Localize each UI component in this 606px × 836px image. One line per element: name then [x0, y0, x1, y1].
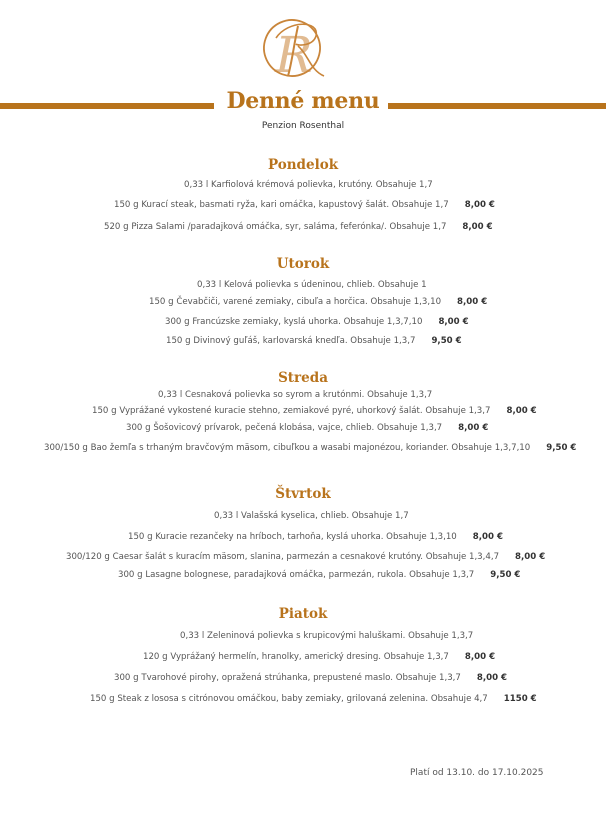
item-price: 9,50 € — [546, 443, 577, 453]
day-heading-pondelok: Pondelok — [267, 157, 339, 173]
day-heading-streda: Streda — [278, 370, 328, 386]
item-text: 0,33 l Valašská kyselica, chlieb. Obsahuje 1,7 — [214, 511, 409, 521]
menu-item — [92, 406, 537, 416]
item-price: 1150 € — [503, 694, 537, 704]
menu-item — [104, 222, 493, 232]
item-text: 300 g Lasagne bolognese, paradajková omáčka, parmezán, rukola. Obsahuje 1,3,7 — [118, 570, 475, 580]
item-price: 8,00 € — [506, 406, 537, 416]
day-heading-piatok: Piatok — [278, 606, 328, 622]
item-text: 150 g Kuracie rezančeky na hríboch, tarhoňa, kyslá uhorka. Obsahuje 1,3,10 — [128, 532, 457, 542]
menu-item — [158, 390, 432, 400]
item-text: 150 g Divinový guľáš, karlovarská knedľa. Obsahuje 1,3,7 — [166, 336, 416, 346]
menu-item — [143, 652, 495, 662]
menu-item — [180, 631, 473, 641]
day-heading-stvrtok: Štvrtok — [275, 486, 331, 502]
item-text: 0,33 l Zeleninová polievka s krupicovými haluškami. Obsahuje 1,3,7 — [180, 631, 474, 641]
menu-item — [114, 200, 495, 210]
menu-item — [114, 673, 507, 683]
item-price: 8,00 € — [438, 317, 469, 327]
item-text: 0,33 l Cesnaková polievka so syrom a krutónmi. Obsahuje 1,3,7 — [158, 390, 433, 400]
logo-letter: R — [275, 26, 313, 84]
menu-item — [184, 180, 433, 190]
item-text: 520 g Pizza Salami /paradajková omáčka, syr, saláma, feferónka/. Obsahuje 1,7 — [104, 222, 447, 232]
menu-item — [126, 423, 488, 433]
item-price: 8,00 € — [458, 423, 489, 433]
item-text: 150 g Kurací steak, basmati ryža, kari omáčka, kapustový šalát. Obsahuje 1,7 — [114, 200, 449, 210]
item-price: 8,00 € — [515, 552, 546, 562]
menu-item — [214, 511, 409, 521]
item-text: 150 g Čevabčiči, varené zemiaky, cibuľa a horčica. Obsahuje 1,3,10 — [149, 297, 442, 307]
menu-item — [118, 570, 520, 580]
menu-item — [149, 297, 487, 307]
item-price: 8,00 € — [457, 297, 488, 307]
item-text: 120 g Vyprážaný hermelín, hranolky, americký dresing. Obsahuje 1,3,7 — [143, 652, 449, 662]
item-text: 300 g Francúzske zemiaky, kyslá uhorka. Obsahuje 1,3,7,10 — [165, 317, 423, 327]
item-text: 150 g Steak z lososa s citrónovou omáčkou, baby zemiaky, grilovaná zelenina. Obsahuje 4,7 — [90, 694, 488, 704]
item-price: 9,50 € — [431, 336, 462, 346]
menu-item — [44, 443, 576, 453]
item-text: 0,33 l Kelová polievka s údeninou, chlieb. Obsahuje 1 — [197, 280, 427, 290]
item-price: 8,00 € — [464, 200, 495, 210]
item-text: 0,33 l Karfiolová krémová polievka, krutóny. Obsahuje 1,7 — [184, 180, 433, 190]
menu-item — [128, 532, 503, 542]
item-text: 300 g Šošovicový prívarok, pečená klobása, vajce, chlieb. Obsahuje 1,3,7 — [126, 423, 443, 433]
item-text: 150 g Vyprážané vykostené kuracie stehno, zemiakové pyré, uhorkový šalát. Obsahuje 1,3,7 — [92, 406, 491, 416]
page-title: Denné menu — [226, 88, 380, 114]
menu-item — [66, 552, 545, 562]
item-price: 8,00 € — [464, 652, 496, 662]
day-heading-utorok: Utorok — [276, 256, 330, 272]
menu-item — [165, 317, 469, 327]
page-subtitle: Penzion Rosenthal — [261, 121, 345, 131]
item-text: 300/120 g Caesar šalát s kuracím mäsom, slanina, parmezán a cesnakové krutóny. Obsahuje 1,3,4,7 — [66, 552, 500, 562]
item-text: 300/150 g Bao žemľa s trhaným bravčovým mäsom, cibuľkou a wasabi majonézou, koriander. Obsahuje 1,3,7,10 — [44, 443, 531, 453]
logo-r-icon — [258, 14, 334, 84]
item-text: 300 g Tvarohové pirohy, opražená strúhanka, prepustené maslo. Obsahuje 1,3,7 — [114, 673, 461, 683]
menu-item — [197, 280, 427, 290]
item-price: 8,00 € — [462, 222, 493, 232]
menu-item — [166, 336, 462, 346]
item-price: 9,50 € — [490, 570, 521, 580]
validity-note: Platí od 13.10. do 17.10.2025 — [410, 768, 544, 778]
item-price: 8,00 € — [476, 673, 508, 683]
menu-item — [90, 694, 537, 704]
item-price: 8,00 € — [472, 532, 503, 542]
